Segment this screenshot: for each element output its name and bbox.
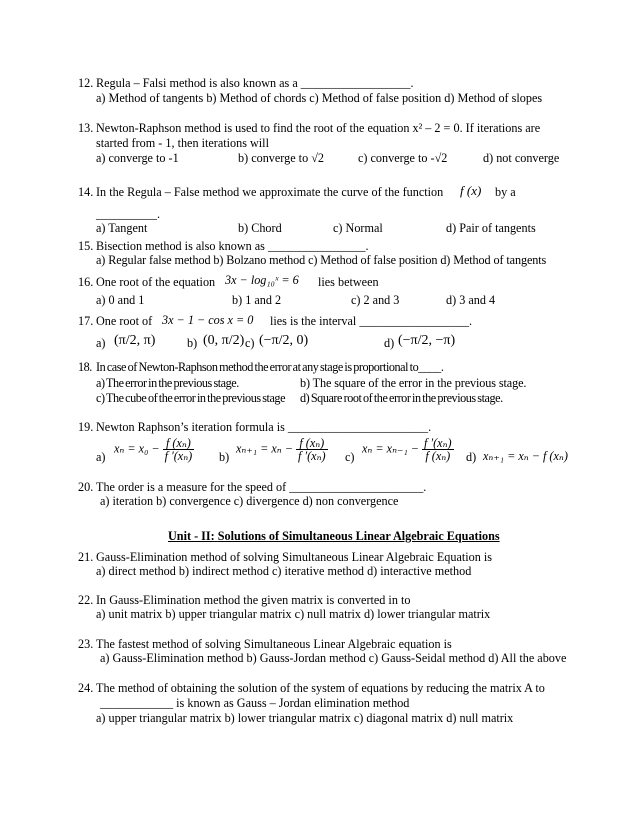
question-18-option-c: c) The cube of the error in the previous stage [96,391,286,405]
unit-heading-prefix: Unit - II: [168,529,215,543]
question-16-option-c: c) 2 and 3 [351,293,400,307]
question-17-option-d-value: (−π/2, −π) [398,333,456,348]
question-17-text-end: lies is the interval __________________. [270,314,473,328]
question-20-text: The order is a measure for the speed of ______________________. [96,480,427,494]
question-19-option-c: c) [345,450,355,464]
question-16-number: 16. [78,275,94,289]
formula-a-lhs: xₙ = x₀ − [114,441,160,456]
question-17-option-c: c) [245,336,255,350]
formula-b-fraction [296,437,328,462]
formula-a-fraction [163,437,195,462]
formula-b-lhs: xₙ₊₁ = xₙ − [236,441,293,456]
question-12: 12. [78,76,94,90]
question-12-text: Regula – Falsi method is also known as a __________________. [96,76,414,90]
question-13-option-a: a) converge to -1 [96,151,179,165]
question-13-option-b: b) converge to √2 [238,151,324,165]
question-14-text: In the Regula – False method we approximate the curve of the function [96,185,444,199]
question-15-options: a) Regular false method b) Bolzano method c) Method of false position d) Method of tangents [96,253,547,267]
question-17-option-b-value: (0, π/2) [203,333,245,348]
question-19-text: Newton Raphson’s iteration formula is _______________________. [96,420,432,434]
question-14-text-2: __________. [96,207,160,221]
question-17-option-a-value: (π/2, π) [114,333,156,348]
question-20-number: 20. [78,480,94,494]
question-17-number: 17. [78,314,94,328]
formula-b-denominator: f ′(xₙ) [298,449,326,463]
question-16-text: One root of the equation [96,275,216,289]
formula-c-fraction [422,437,454,462]
question-24-options: a) upper triangular matrix b) lower triangular matrix c) diagonal matrix d) null matrix [96,711,514,725]
formula-d: xₙ₊₁ = xₙ − f (xₙ) [483,449,568,463]
question-21-number: 21. [78,550,94,564]
question-13-number: 13. [78,121,94,135]
unit-heading [168,529,500,543]
question-18-option-a: a) The error in the previous stage. [96,376,239,390]
question-22-number: 22. [78,593,94,607]
question-17-equation: 3x − 1 − cos x = 0 [162,313,254,327]
question-13-text-2: started from - 1, then iterations will [96,136,269,150]
formula-c-lhs: xₙ = xₙ₋₁ − [362,441,419,456]
question-18-text: In case of Newton-Raphson method the error at any stage is proportional to____. [96,360,444,374]
question-14-number: 14. [78,185,94,199]
question-19-option-d: d) [466,450,477,464]
question-14-option-c: c) Normal [333,221,383,235]
question-14-option-d: d) Pair of tangents [446,221,536,235]
question-18-option-b: b) The square of the error in the previous stage. [300,376,527,390]
question-19-number: 19. [78,420,94,434]
question-12-options: a) Method of tangents b) Method of chords c) Method of false position d) Method of slopes [96,91,543,105]
formula-c-numerator: f ′(xₙ) [424,436,452,450]
question-22-options: a) unit matrix b) upper triangular matrix c) null matrix d) lower triangular matrix [96,607,491,621]
question-18-option-d: d) Square root of the error in the previous stage. [300,391,503,405]
question-14-function: f (x) [460,183,482,198]
question-16-option-b: b) 1 and 2 [232,293,282,307]
formula-a [114,437,194,462]
question-23-text: The fastest method of solving Simultaneous Linear Algebraic equation is [96,637,452,651]
question-18-number: 18. [78,360,92,374]
question-16-text-end: lies between [318,275,379,289]
question-17-option-b: b) [187,336,198,350]
question-14-option-a: a) Tangent [96,221,148,235]
formula-a-denominator: f ′(xₙ) [164,449,193,463]
question-23-options: a) Gauss-Elimination method b) Gauss-Jordan method c) Gauss-Seidal method d) All the above [100,651,567,665]
question-24-text-2: ____________ is known as Gauss – Jordan elimination method [100,696,410,710]
question-21-text: Gauss-Elimination method of solving Simultaneous Linear Algebraic Equation is [96,550,493,564]
formula-c [362,437,454,462]
question-15-text: Bisection method is also known as ________________. [96,239,369,253]
question-17-text: One root of [96,314,153,328]
question-16-equation: 3x − log₁₀ˣ = 6 [225,273,299,287]
question-21-options: a) direct method b) indirect method c) iterative method d) interactive method [96,564,472,578]
question-14-option-b: b) Chord [238,221,282,235]
question-23-number: 23. [78,637,94,651]
question-17-option-a: a) [96,336,106,350]
question-20-options: a) iteration b) convergence c) divergence d) non convergence [100,494,399,508]
formula-b-numerator: f (xₙ) [296,437,328,450]
question-22-text: In Gauss-Elimination method the given matrix is converted in to [96,593,411,607]
question-16-option-a: a) 0 and 1 [96,293,145,307]
question-19-option-a: a) [96,450,106,464]
question-24-text: The method of obtaining the solution of the system of equations by reducing the matrix A to [96,681,545,695]
question-13-text: Newton-Raphson method is used to find the root of the equation x² – 2 = 0. If iterations are [96,121,541,135]
question-13-option-d: d) not converge [483,151,560,165]
question-17-option-c-value: (−π/2, 0) [259,333,309,348]
question-19-option-b: b) [219,450,230,464]
question-24-number: 24. [78,681,94,695]
formula-a-numerator: f (xₙ) [163,437,195,450]
unit-heading-title: Solutions of Simultaneous Linear Algebraic Equations [217,529,500,543]
question-17-option-d: d) [384,336,395,350]
question-13-option-c: c) converge to -√2 [358,151,448,165]
question-15-number: 15. [78,239,94,253]
question-14-text-end: by a [495,185,516,199]
formula-b [236,437,328,462]
formula-c-denominator: f (xₙ) [425,449,451,463]
question-16-option-d: d) 3 and 4 [446,293,496,307]
